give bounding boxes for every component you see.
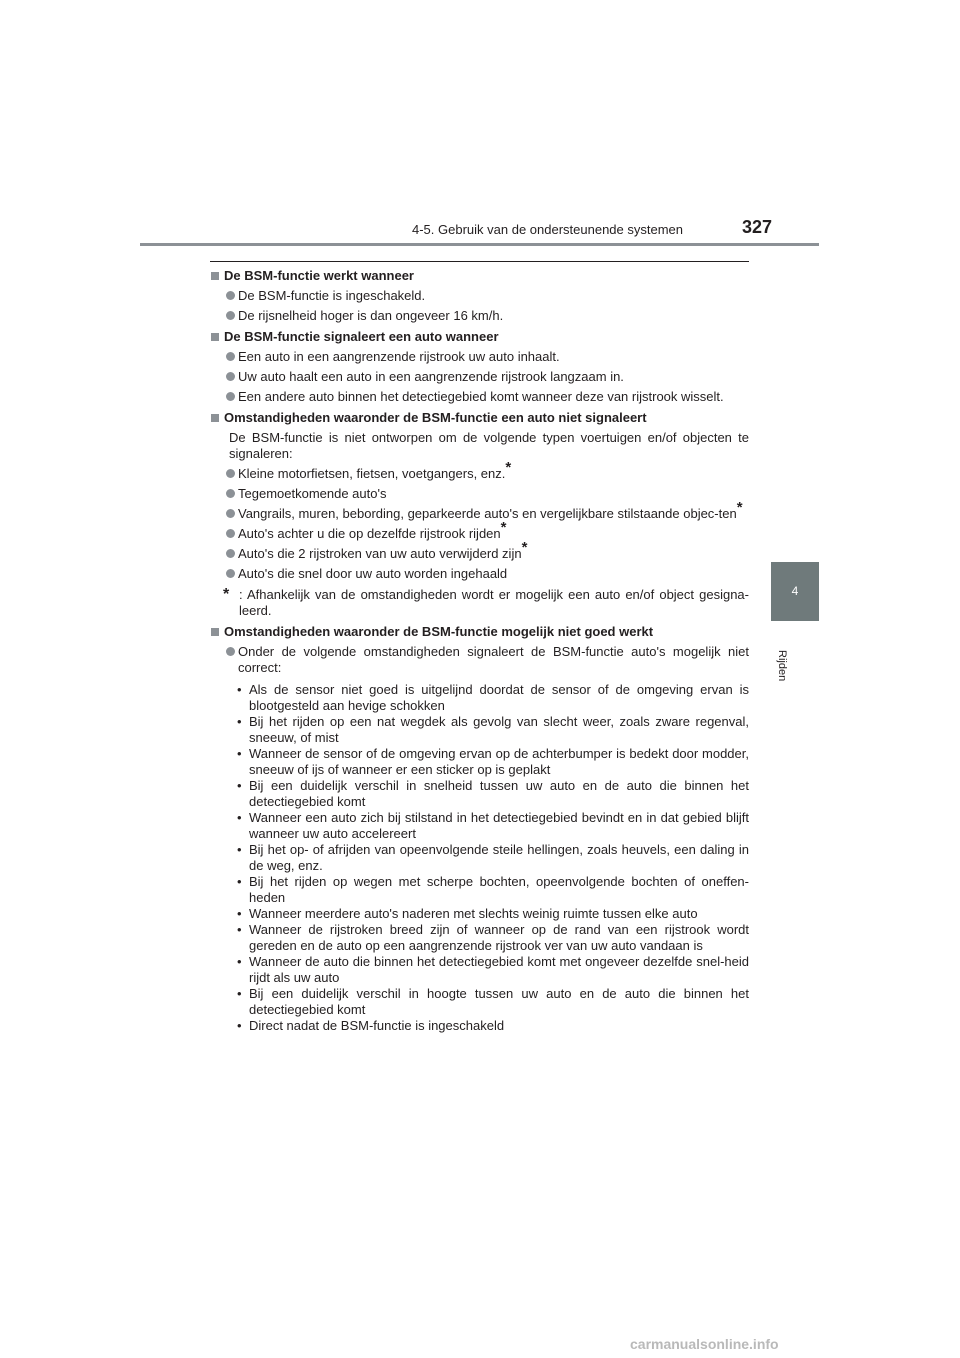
- list-item: • Bij een duidelijk verschil in snelheid tussen uw auto en de auto die binnen het detectiegebied komt: [237, 778, 749, 809]
- footnote-mark: *: [223, 586, 230, 603]
- section-bsm-detects: [210, 329, 749, 405]
- section-heading: Omstandigheden waaronder de BSM-functie een auto niet signaleert: [210, 410, 749, 426]
- sub-bullet-icon: •: [237, 906, 242, 921]
- list-item: Vangrails, muren, bebording, geparkeerde auto's en vergelijkbare stilstaande objec-ten*: [210, 506, 749, 522]
- list-item: • Bij een duidelijk verschil in hoogte tussen uw auto en de auto die binnen het detectiegebied komt: [237, 986, 749, 1017]
- square-bullet-icon: [211, 414, 219, 422]
- round-bullet-icon: [226, 469, 235, 478]
- section-bsm-operates: [210, 268, 749, 324]
- sub-bullet-icon: •: [237, 922, 242, 937]
- page-number: 327: [742, 217, 773, 237]
- square-bullet-icon: [211, 333, 219, 341]
- list-item: • Wanneer de auto die binnen het detectiegebied komt met ongeveer dezelfde snel-heid rijdt als uw auto: [237, 954, 749, 985]
- chapter-number: 4: [791, 584, 799, 598]
- round-bullet-icon: [226, 489, 235, 498]
- square-bullet-icon: [211, 272, 219, 280]
- condition-list: [210, 682, 749, 1034]
- sub-bullet-icon: •: [237, 1018, 242, 1033]
- section-heading: De BSM-functie werkt wanneer: [210, 268, 749, 284]
- round-bullet-icon: [226, 569, 235, 578]
- chapter-tab: [771, 562, 819, 621]
- list-item: Onder de volgende omstandigheden signaleert de BSM-functie auto's mogelijk niet correct:: [210, 644, 749, 676]
- list-item: Auto's achter u die op dezelfde rijstrook rijden*: [210, 526, 749, 542]
- sub-bullet-icon: •: [237, 714, 242, 729]
- list-item: Kleine motorfietsen, fietsen, voetgangers, enz.*: [210, 466, 749, 482]
- list-item: Een auto in een aangrenzende rijstrook uw auto inhaalt.: [210, 349, 749, 365]
- square-bullet-icon: [211, 628, 219, 636]
- list-item: • Wanneer de rijstroken breed zijn of wanneer op de rand van een rijstrook wordt gereden en de auto op een aangrenzende rijstrook ver van uw auto vandaan is: [237, 922, 749, 953]
- sub-bullet-icon: •: [237, 874, 242, 889]
- round-bullet-icon: [226, 352, 235, 361]
- round-bullet-icon: [226, 549, 235, 558]
- list-item: De BSM-functie is ingeschakeld.: [210, 288, 749, 304]
- footnote-star: *: [736, 499, 743, 516]
- footnote-star: *: [521, 539, 528, 556]
- sub-bullet-icon: •: [237, 746, 242, 761]
- section-heading: De BSM-functie signaleert een auto wanneer: [210, 329, 749, 345]
- watermark: carmanualsonline.info: [630, 1336, 779, 1352]
- list-item: De rijsnelheid hoger is dan ongeveer 16 km/h.: [210, 308, 749, 324]
- sub-bullet-icon: •: [237, 842, 242, 857]
- content-rule: [210, 261, 749, 262]
- footnote-star: *: [500, 519, 507, 536]
- header-rule: [140, 243, 819, 246]
- sub-bullet-icon: •: [237, 778, 242, 793]
- round-bullet-icon: [226, 372, 235, 381]
- sub-bullet-icon: •: [237, 682, 242, 697]
- list-item: • Bij het rijden op een nat wegdek als gevolg van slecht weer, zoals zware regenval, sneeuw, of mist: [237, 714, 749, 745]
- round-bullet-icon: [226, 509, 235, 518]
- round-bullet-icon: [226, 392, 235, 401]
- section-bsm-not-detected: [210, 410, 749, 619]
- sub-bullet-icon: •: [237, 954, 242, 969]
- round-bullet-icon: [226, 529, 235, 538]
- list-item: Auto's die snel door uw auto worden ingehaald: [210, 566, 749, 582]
- header-title: 4-5. Gebruik van de ondersteunende systemen: [412, 222, 684, 237]
- footnote-star: *: [505, 459, 512, 476]
- sub-bullet-icon: •: [237, 810, 242, 825]
- list-item: • Bij het op- of afrijden van opeenvolgende steile hellingen, zoals heuvels, een daling in de weg, enz.: [237, 842, 749, 873]
- list-item: • Wanneer een auto zich bij stilstand in het detectiegebied bevindt en in dat gebied blijft wanneer uw auto accelereert: [237, 810, 749, 841]
- list-item: Tegemoetkomende auto's: [210, 486, 749, 502]
- section-heading: Omstandigheden waaronder de BSM-functie mogelijk niet goed werkt: [210, 624, 749, 640]
- footnote: * : Afhankelijk van de omstandigheden wordt er mogelijk een auto en/of object gesigna-leerd.: [223, 586, 749, 618]
- list-item: • Wanneer de sensor of de omgeving ervan op de achterbumper is bedekt door modder, sneeuw of ijs of wanneer er een sticker op is geplakt: [237, 746, 749, 777]
- round-bullet-icon: [226, 647, 235, 656]
- list-item: Uw auto haalt een auto in een aangrenzende rijstrook langzaam in.: [210, 369, 749, 385]
- list-item: Een andere auto binnen het detectiegebied komt wanneer deze van rijstrook wisselt.: [210, 389, 749, 405]
- list-item: • Wanneer meerdere auto's naderen met slechts weinig ruimte tussen elke auto: [237, 906, 698, 921]
- list-item: • Bij het rijden op wegen met scherpe bochten, opeenvolgende bochten of oneffen-heden: [237, 874, 749, 905]
- section-bsm-malfunction: [210, 624, 749, 1034]
- section-intro: De BSM-functie is niet ontworpen om de volgende typen voertuigen en/of objecten te signaleren:: [229, 430, 749, 461]
- list-item: • Als de sensor niet goed is uitgelijnd doordat de sensor of de omgeving ervan is blootgesteld aan hevige schokken: [237, 682, 749, 713]
- sub-bullet-icon: •: [237, 986, 242, 1001]
- list-item: • Direct nadat de BSM-functie is ingeschakeld: [237, 1018, 505, 1033]
- round-bullet-icon: [226, 311, 235, 320]
- list-item: Auto's die 2 rijstroken van uw auto verwijderd zijn*: [210, 546, 749, 562]
- page-content: [210, 268, 749, 1034]
- chapter-label: Rijden: [776, 650, 788, 682]
- round-bullet-icon: [226, 291, 235, 300]
